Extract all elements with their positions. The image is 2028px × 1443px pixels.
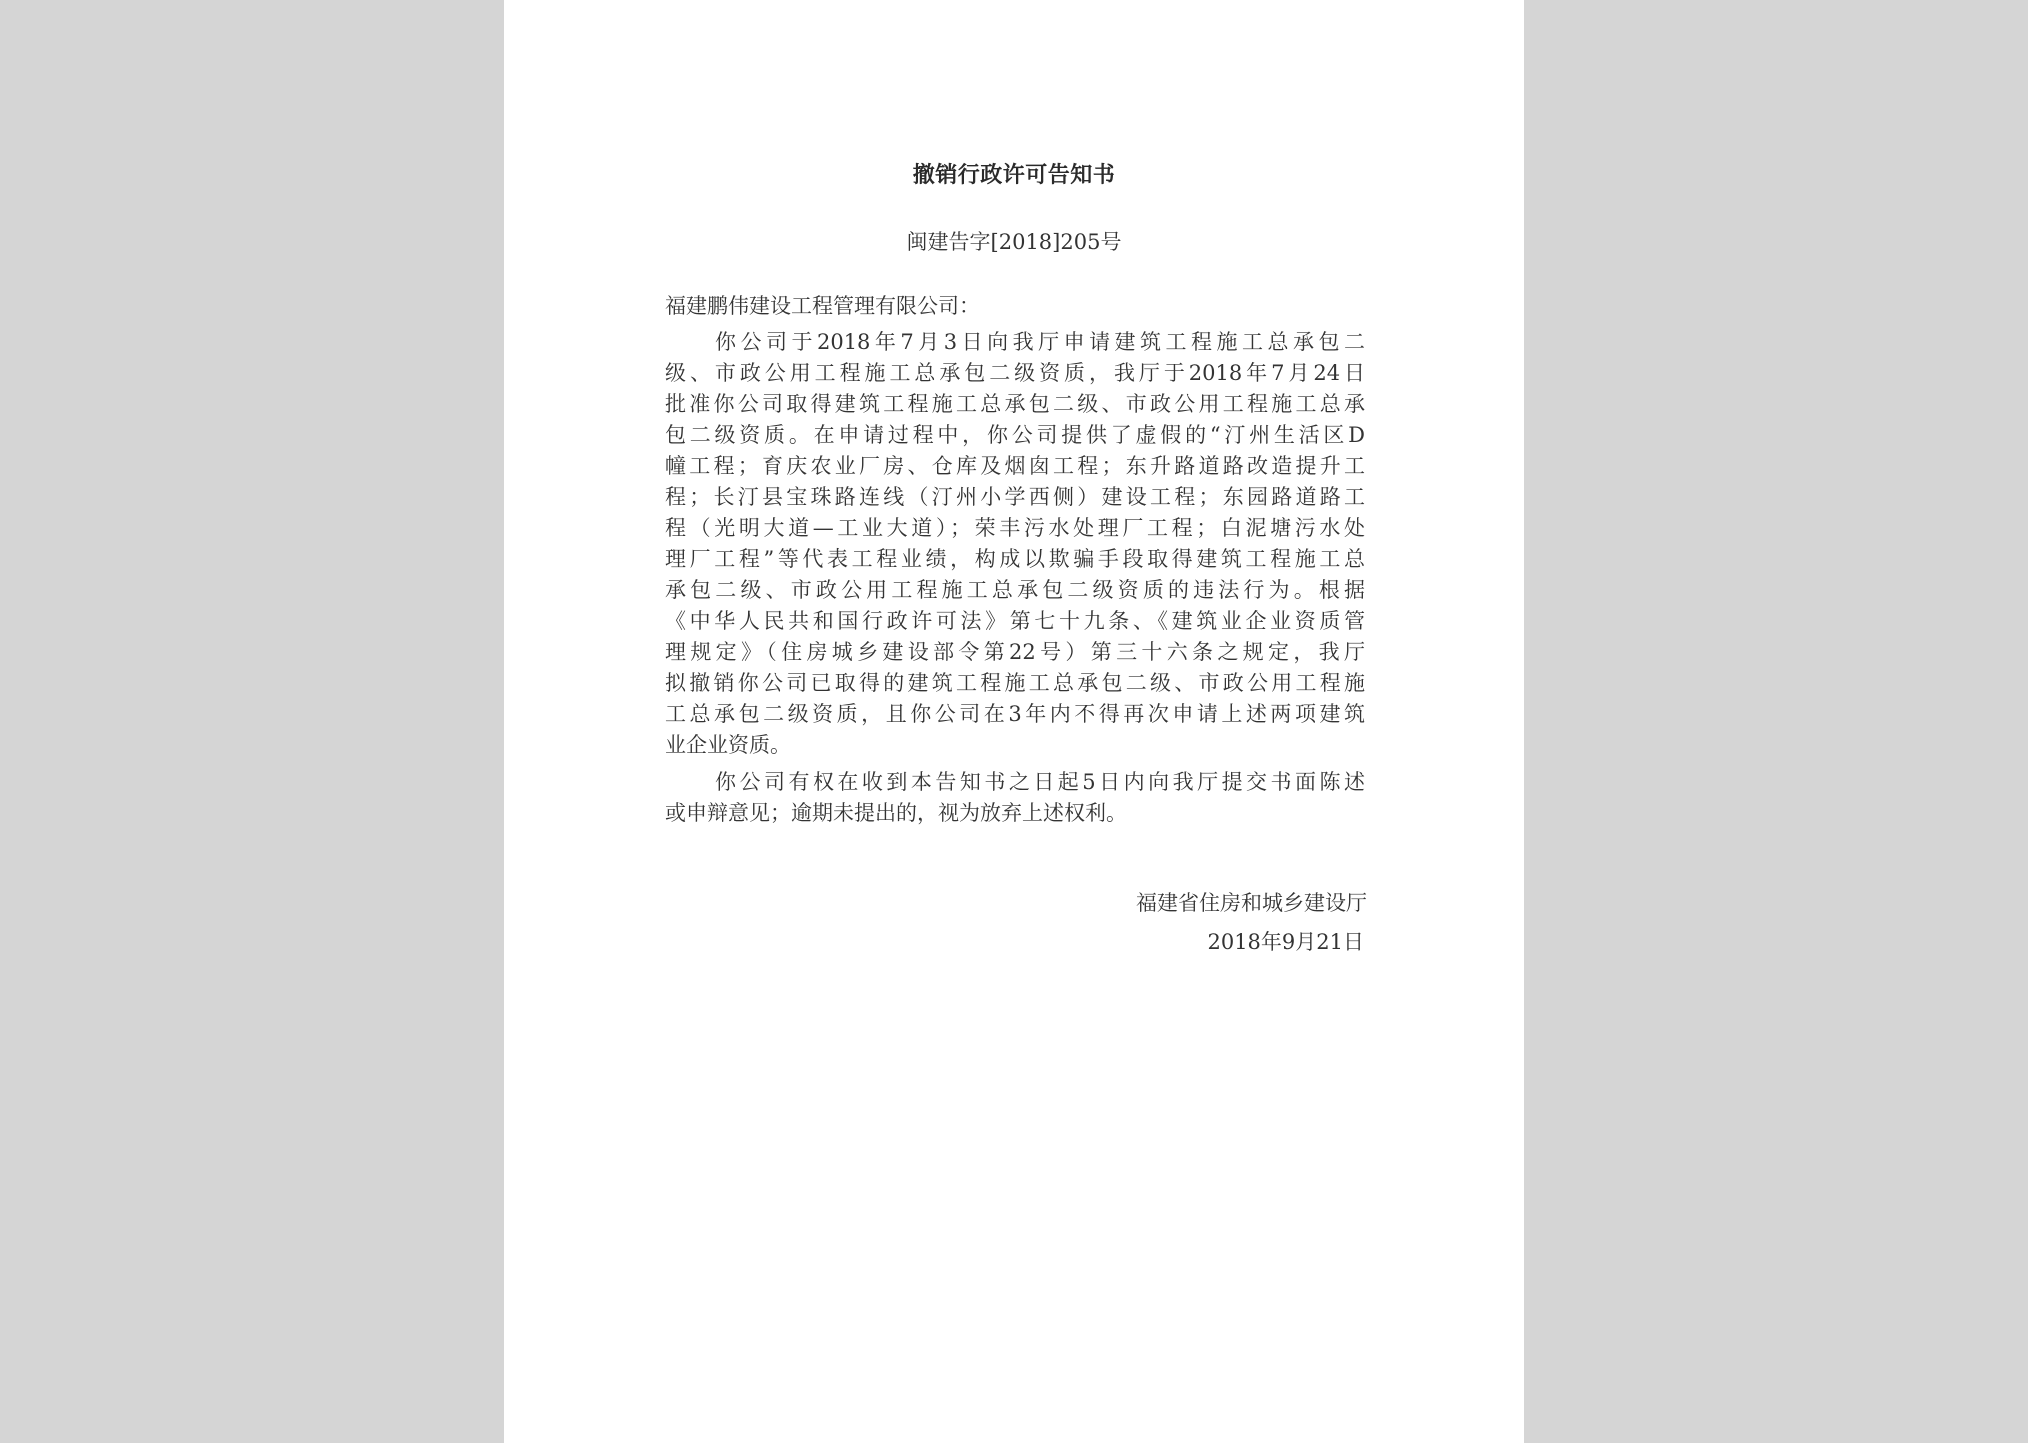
paragraph-line: 你公司有权在收到本告知书之日起5日内向我厅提交书面陈述 bbox=[715, 770, 1365, 794]
paragraph-line: 级、市政公用工程施工总承包二级资质，我厅于2018年7月24日 bbox=[665, 361, 1365, 385]
paragraph-2 bbox=[665, 767, 1365, 829]
paragraph-line: 拟撤销你公司已取得的建筑工程施工总承包二级、市政公用工程施 bbox=[665, 671, 1365, 695]
document-body bbox=[665, 327, 1365, 829]
paragraph-line: 《中华人民共和国行政许可法》第七十九条、《建筑业企业资质管 bbox=[665, 609, 1365, 633]
paragraph-line: 幢工程；育庆农业厂房、仓库及烟囱工程；东升路道路改造提升工 bbox=[665, 454, 1365, 478]
paragraph-line: 或申辩意见；逾期未提出的，视为放弃上述权利。 bbox=[665, 801, 1127, 825]
document-title: 撤销行政许可告知书 bbox=[912, 162, 1116, 188]
paragraph-line: 承包二级、市政公用工程施工总承包二级资质的违法行为。根据 bbox=[665, 578, 1365, 602]
paragraph-line: 包二级资质。在申请过程中，你公司提供了虚假的“汀州生活区D bbox=[665, 423, 1365, 447]
paragraph-line: 业企业资质。 bbox=[665, 733, 791, 757]
document-page bbox=[504, 0, 1524, 1443]
paragraph-line: 你公司于2018年7月3日向我厅申请建筑工程施工总承包二 bbox=[715, 330, 1365, 354]
signature-organization: 福建省住房和城乡建设厅 bbox=[1136, 891, 1367, 915]
paragraph-line: 工总承包二级资质，且你公司在3年内不得再次申请上述两项建筑 bbox=[665, 702, 1365, 726]
paragraph-line: 程（光明大道—工业大道）；荣丰污水处理厂工程；白泥塘污水处 bbox=[665, 516, 1365, 540]
paragraph-line: 程；长汀县宝珠路连线（汀州小学西侧）建设工程；东园路道路工 bbox=[665, 485, 1365, 509]
paragraph-line: 批准你公司取得建筑工程施工总承包二级、市政公用工程施工总承 bbox=[665, 392, 1365, 416]
paragraph-line: 理规定》（住房城乡建设部令第22号）第三十六条之规定，我厅 bbox=[665, 640, 1365, 664]
signature-date: 2018年9月21日 bbox=[1207, 930, 1364, 954]
document-number: 闽建告字[2018]205号 bbox=[906, 230, 1122, 254]
paragraph-line: 理厂工程”等代表工程业绩，构成以欺骗手段取得建筑工程施工总 bbox=[665, 547, 1365, 571]
paragraph-1 bbox=[665, 327, 1365, 761]
addressee: 福建鹏伟建设工程管理有限公司： bbox=[665, 294, 980, 318]
